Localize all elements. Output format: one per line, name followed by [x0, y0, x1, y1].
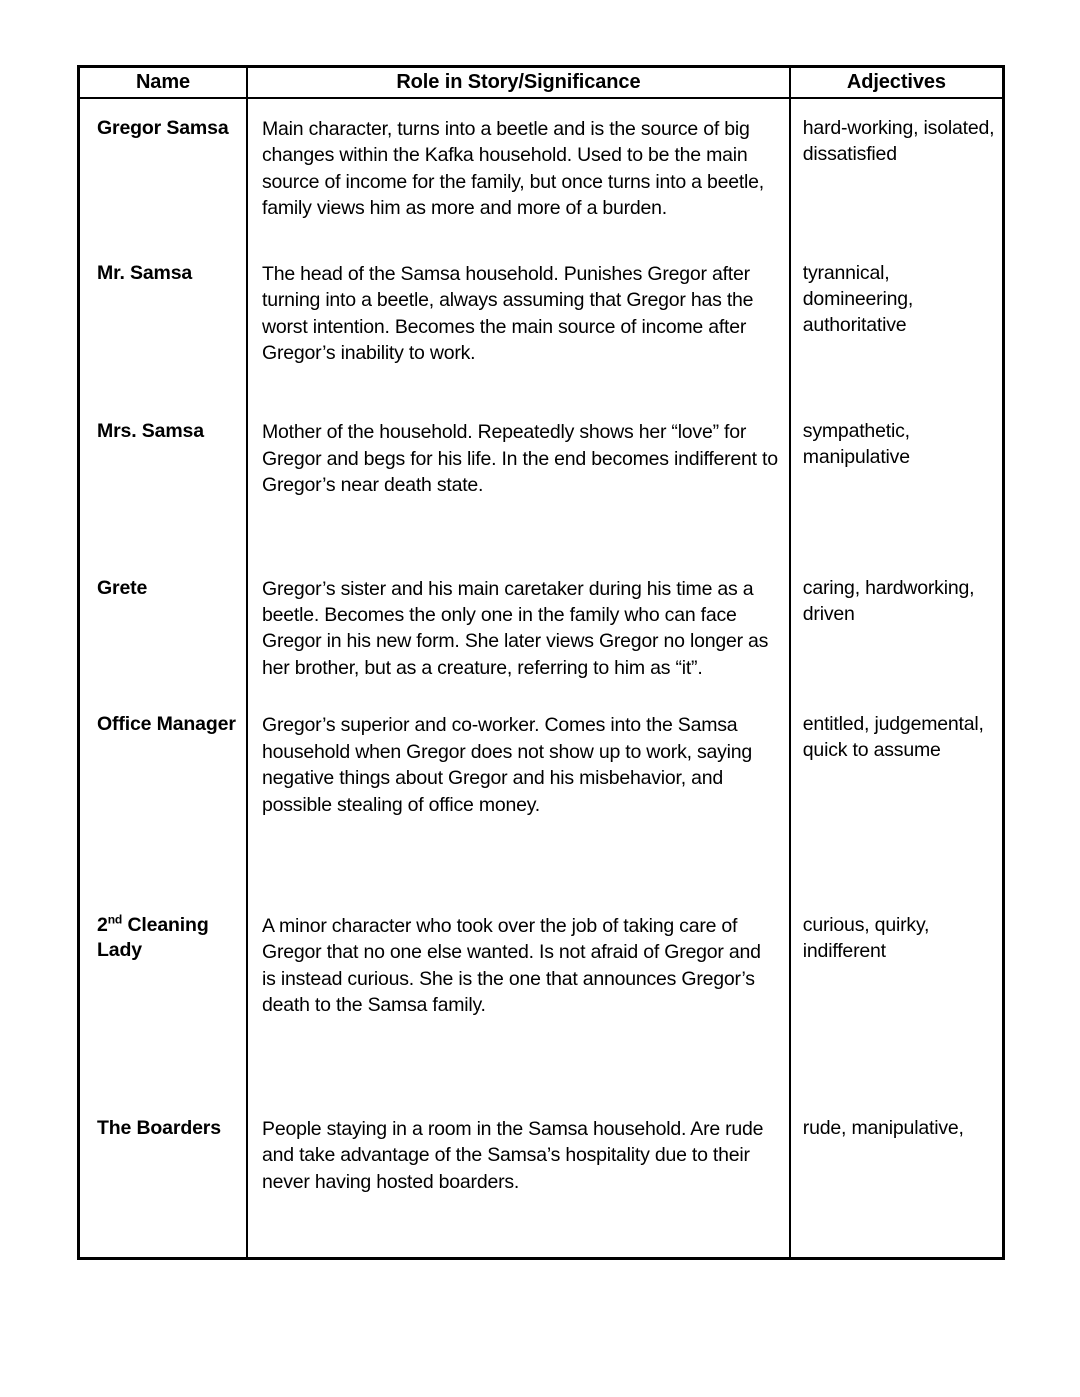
cell-name: [79, 1099, 248, 1259]
cell-role: [247, 98, 790, 244]
character-role: Gregor’s superior and co-worker. Comes into the Samsa household when Gregor does not show up to work, saying negative things about Gregor and his misbehavior, and possible stealing of office money.: [262, 714, 758, 816]
character-adjectives: curious, quirky, indifferent: [802, 914, 935, 962]
table-body: [79, 98, 1004, 1258]
character-name: Mrs. Samsa: [97, 420, 204, 443]
table-row: [79, 1099, 1004, 1259]
cell-adjectives: [790, 559, 1004, 696]
character-name: Grete: [97, 576, 148, 599]
cell-name: [79, 896, 248, 1099]
character-adjectives: tyrannical, domineering, authoritative: [802, 261, 919, 336]
cell-name: [79, 244, 248, 403]
character-name: Office Manager: [97, 713, 236, 736]
cell-adjectives: [790, 244, 1004, 403]
table-row: [79, 695, 1004, 896]
character-name-rest: Cleaning Lady: [97, 914, 214, 962]
table-row: [79, 402, 1004, 558]
cell-name: [79, 402, 248, 558]
cell-role: [247, 559, 790, 696]
character-name: Gregor Samsa: [97, 117, 229, 139]
cell-role: [247, 244, 790, 403]
character-adjectives: entitled, judgemental, quick to assume: [802, 713, 989, 762]
cell-role: [247, 1099, 790, 1259]
column-header-role: Role in Story/Significance: [247, 67, 790, 99]
table-row: [79, 896, 1004, 1099]
cell-adjectives: [790, 1099, 1004, 1259]
ordinal-suffix: nd: [107, 912, 123, 927]
table-row: [79, 98, 1004, 244]
character-name: [97, 914, 214, 961]
character-role: People staying in a room in the Samsa household. Are rude and take advantage of the Samsa’s hospitality due to their never having hosted boarders.: [262, 1117, 769, 1193]
column-header-adjectives: Adjectives: [790, 67, 1004, 99]
cell-role: [247, 896, 790, 1099]
cell-adjectives: [790, 402, 1004, 558]
character-role: Gregor’s sister and his main caretaker during his time as a beetle. Becomes the only one in the family who can face Gregor in his new form. She later views Gregor no longer as her brother, but as a creature, referring to him as “it”.: [262, 577, 774, 679]
character-name: The Boarders: [97, 1116, 221, 1139]
character-adjectives: caring, hardworking, driven: [802, 576, 980, 625]
cell-adjectives: [790, 695, 1004, 896]
ordinal-number: 2: [97, 914, 108, 937]
character-role: Main character, turns into a beetle and is the source of big changes within the Kafka household. Used to be the main source of income for the family, but once turns into a beetle, family views him as more and more of a burden.: [262, 118, 770, 220]
table-header: [79, 67, 1004, 99]
cell-role: [247, 695, 790, 896]
cell-name: [79, 559, 248, 696]
character-adjectives: sympathetic, manipulative: [802, 420, 916, 469]
table-row: [79, 244, 1004, 403]
character-role: The head of the Samsa household. Punishes Gregor after turning into a beetle, always assuming that Gregor has the worst intention. Becomes the main source of income after Gregor’s inability to work.: [262, 262, 759, 364]
cell-name: [79, 695, 248, 896]
table-row: [79, 559, 1004, 696]
column-header-name: Name: [79, 67, 248, 99]
header-row: [79, 67, 1004, 99]
cell-role: [247, 402, 790, 558]
character-adjectives: rude, manipulative,: [802, 1116, 964, 1139]
cell-name: [79, 98, 248, 244]
cell-adjectives: [790, 896, 1004, 1099]
character-role: A minor character who took over the job of taking care of Gregor that no one else wanted. Is not afraid of Gregor and is instead curious. She is the one that announces Gregor’s death to the Samsa family.: [262, 915, 766, 1017]
cell-adjectives: [790, 98, 1004, 244]
character-name: Mr. Samsa: [97, 261, 193, 284]
character-role: Mother of the household. Repeatedly shows her “love” for Gregor and begs for his life. In the end becomes indifferent to Gregor’s near death state.: [262, 421, 784, 497]
character-analysis-table: [77, 65, 1005, 1260]
character-adjectives: hard-working, isolated, dissatisfied: [802, 117, 1000, 165]
